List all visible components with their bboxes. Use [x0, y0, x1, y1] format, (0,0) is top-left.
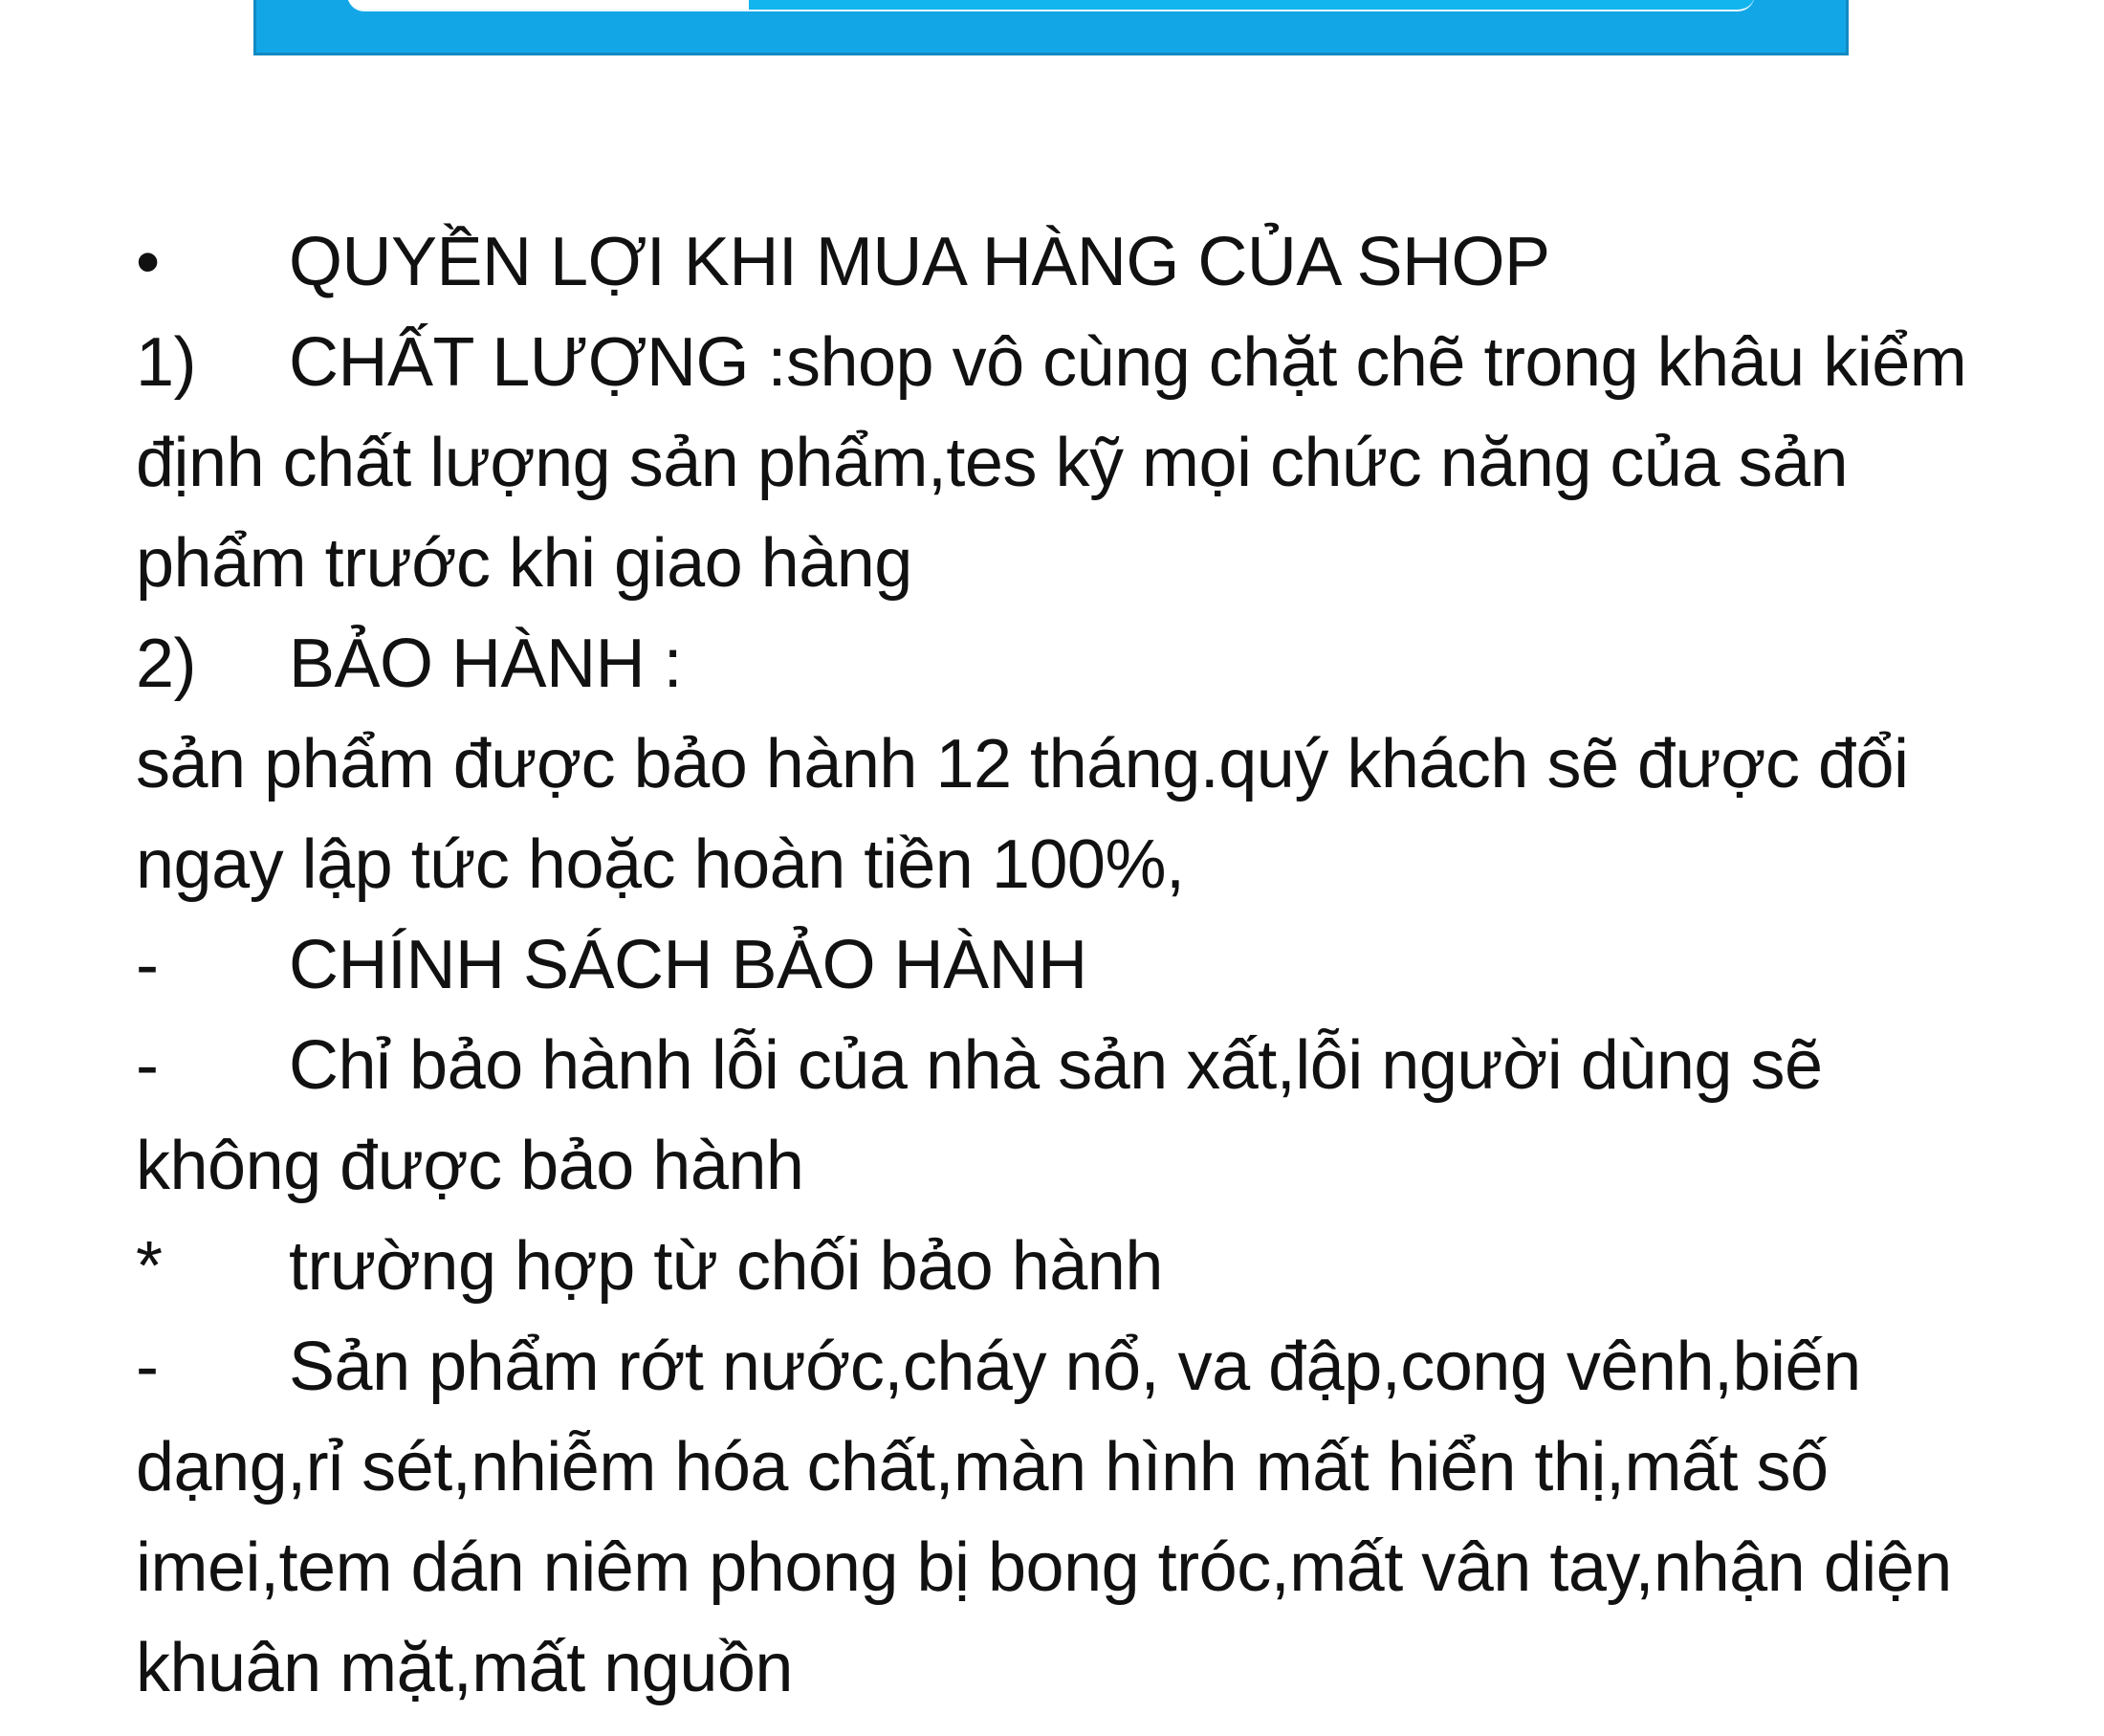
line-text: QUYỀN LỢI KHI MUA HÀNG CỦA SHOP — [289, 224, 1550, 300]
document-line — [136, 815, 1972, 915]
document-line — [136, 212, 1972, 313]
document-line — [136, 614, 1972, 714]
line-text: imei,tem dán niêm phong bị bong tróc,mất vân tay,nhận diện — [136, 1529, 1952, 1606]
line-text: dạng,rỉ sét,nhiễm hóa chất,màn hình mất hiển thị,mất số — [136, 1429, 1829, 1505]
document-line — [136, 1317, 1972, 1417]
line-marker: • — [136, 224, 160, 300]
line-text: không được bảo hành — [136, 1128, 804, 1204]
line-marker: * — [136, 1228, 163, 1305]
line-marker: 2) — [136, 626, 197, 702]
document-line — [136, 1217, 1972, 1317]
document-line — [136, 714, 1972, 815]
line-text: định chất lượng sản phẩm,tes kỹ mọi chức năng của sản — [136, 425, 1849, 501]
line-marker: 1) — [136, 324, 197, 401]
document-line — [136, 313, 1972, 413]
document-body — [136, 212, 1972, 1719]
line-marker: - — [136, 927, 159, 1003]
document-line — [136, 1016, 1972, 1116]
document-line — [136, 413, 1972, 514]
line-text: ngay lập tức hoặc hoàn tiền 100%, — [136, 826, 1185, 903]
document-line — [136, 1618, 1972, 1719]
line-text: CHÍNH SÁCH BẢO HÀNH — [289, 927, 1087, 1003]
line-marker: - — [136, 1329, 159, 1405]
line-text: CHẤT LƯỢNG :shop vô cùng chặt chẽ trong khâu kiểm — [289, 324, 1967, 401]
document-line — [136, 1518, 1972, 1618]
banner-white-panel — [347, 0, 749, 11]
document-line — [136, 915, 1972, 1016]
document-line — [136, 1417, 1972, 1518]
line-text: phẩm trước khi giao hàng — [136, 525, 912, 602]
top-banner — [253, 0, 1849, 55]
line-text: Sản phẩm rớt nước,cháy nổ, va đập,cong vênh,biến — [289, 1329, 1861, 1405]
line-text: trường hợp từ chối bảo hành — [289, 1228, 1163, 1305]
document-line — [136, 514, 1972, 614]
line-text: khuân mặt,mất nguồn — [136, 1630, 793, 1706]
line-text: sản phẩm được bảo hành 12 tháng.quý khách sẽ được đổi — [136, 726, 1909, 802]
line-text: Chỉ bảo hành lỗi của nhà sản xất,lỗi người dùng sẽ — [289, 1027, 1823, 1104]
line-text: BẢO HÀNH : — [289, 626, 683, 702]
line-marker: - — [136, 1027, 159, 1104]
document-line — [136, 1116, 1972, 1217]
